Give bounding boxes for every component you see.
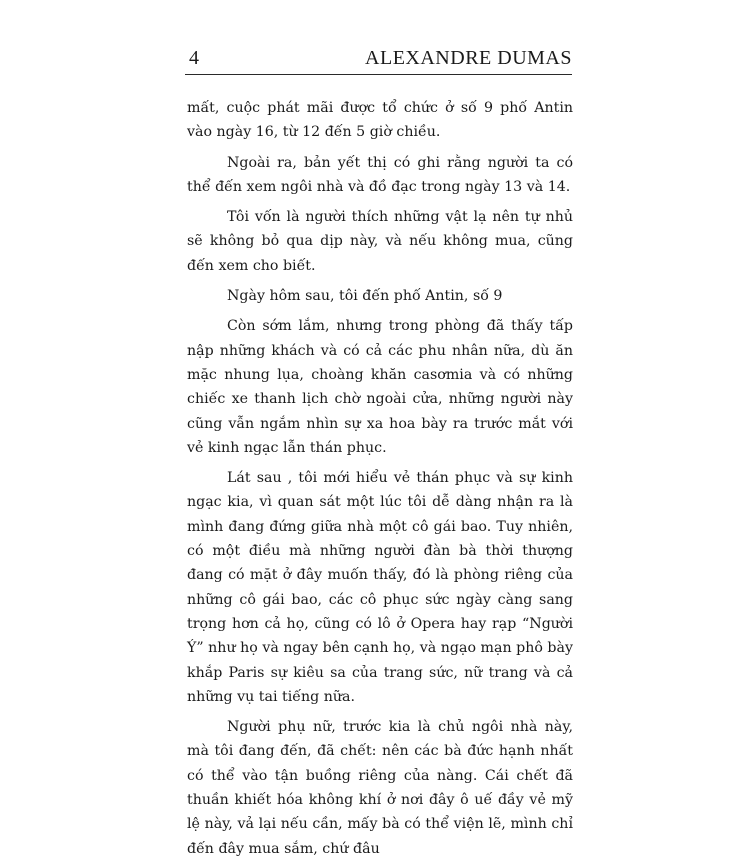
paragraph-continued: mất, cuộc phát mãi được tổ chức ở số 9 phố Antin vào ngày 16, từ 12 đến 5 giờ chiều. [187, 100, 573, 141]
paragraph: Ngoài ra, bản yết thị có ghi rằng người ta có thể đến xem ngôi nhà và đồ đạc trong ngày 13 và 14. [187, 154, 573, 195]
body-text [187, 96, 573, 867]
header-rule [185, 74, 572, 75]
running-head [189, 44, 572, 70]
paragraph: Lát sau , tôi mới hiểu vẻ thán phục và sự kinh ngạc kia, vì quan sát một lúc tôi dễ dàng nhận ra là mình đang đứng giữa nhà một cô gái bao. Tuy nhiên, có một điều mà những người đàn bà thời thượng đang có mặt ở đây muốn thấy, đó là phòng riêng của những cô gái bao, các cô phục sức ngày càng sang trọng hơn cả họ, cũng có lô ở Opera hay rạp “Người Ý” như họ và ngay bên cạnh họ, và ngạo mạn phô bày khắp Paris sự kiêu sa của trang sức, nữ trang và cả những vụ tai tiếng nữa. [187, 470, 573, 705]
paragraph: Còn sớm lắm, nhưng trong phòng đã thấy tấp nập những khách và có cả các phu nhân nữa, dù ăn mặc nhung lụa, choàng khăn casơmia và có những chiếc xe thanh lịch chờ ngoài cửa, những người này cũng vẫn ngắm nhìn sự xa hoa bày ra trước mắt với vẻ kinh ngạc lẫn thán phục. [187, 318, 573, 456]
page-number: 4 [189, 47, 200, 69]
running-title: ALEXANDRE DUMAS [365, 47, 572, 69]
paragraph: Tôi vốn là người thích những vật lạ nên tự nhủ sẽ không bỏ qua dịp này, và nếu không mua, cũng đến xem cho biết. [187, 209, 573, 274]
paragraph: Ngày hôm sau, tôi đến phố Antin, số 9 [227, 288, 503, 305]
paragraph: Người phụ nữ, trước kia là chủ ngôi nhà này, mà tôi đang đến, đã chết: nên các bà đức hạnh nhất có thể vào tận buồng riêng của nàng. Cái chết đã thuần khiết hóa không khí ở nơi đây ô uế đầy vẻ mỹ lệ này, vả lại nếu cần, mấy bà có thể viện lẽ, mình chỉ đến đây mua sắm, chứ đâu [187, 719, 573, 857]
